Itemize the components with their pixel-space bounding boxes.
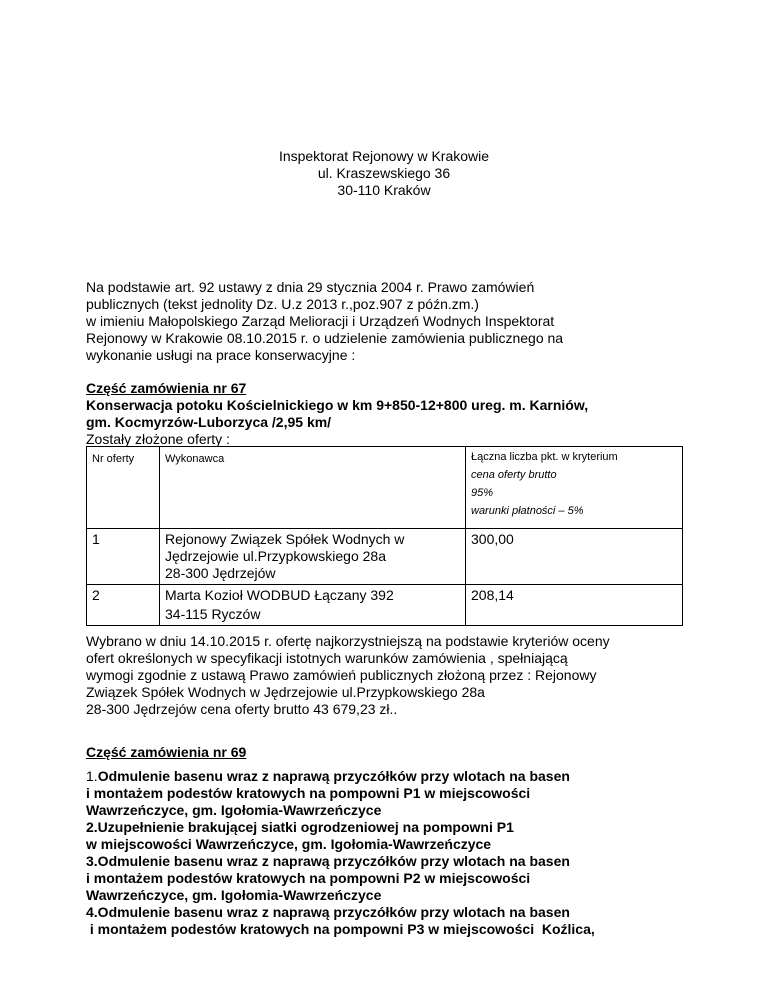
result-line: Związek Spółek Wodnych w Jędrzejowie ul.Przypkowskiego 28a [86, 684, 485, 700]
intro-line: Rejonowy w Krakowie 08.10.2015 r. o udzielenie zamówienia publicznego na [86, 330, 564, 346]
result-line: wymogi zgodnie z ustawą Prawo zamówień publicznych złożoną przez : Rejonowy [86, 667, 597, 683]
office-address-header [0, 148, 768, 199]
office-city: 30-110 Kraków [337, 182, 431, 198]
offer-nr: 1 [87, 529, 160, 585]
offers-label: Zostały złożone oferty : [86, 431, 230, 447]
result-line: 28-300 Jędrzejów cena oferty brutto 43 679,23 zł.. [86, 701, 398, 717]
intro-paragraph [86, 279, 686, 364]
header-contractor: Wykonawca [160, 447, 466, 529]
offer-nr: 2 [87, 585, 160, 626]
table-row [87, 529, 683, 585]
list-item: Wawrzeńczyce, gm. Igołomia-Wawrzeńczyce [86, 887, 382, 903]
list-item: 2.Uzupełnienie brakującej siatki ogrodzeniowej na pompowni P1 [86, 819, 514, 835]
list-item: Wawrzeńczyce, gm. Igołomia-Wawrzeńczyce [86, 802, 382, 818]
intro-line: Na podstawie art. 92 ustawy z dnia 29 stycznia 2004 r. Prawo zamówień [86, 279, 535, 295]
part-67-subject: Konserwacja potoku Kościelnickiego w km 9+850-12+800 ureg. m. Karniów, [86, 397, 589, 413]
office-name: Inspektorat Rejonowy w Krakowie [278, 148, 490, 164]
list-item: 3.Odmulenie basenu wraz z naprawą przyczółków przy wlotach na basen [86, 853, 570, 869]
intro-line: wykonanie usługi na prace konserwacyjne : [86, 347, 356, 363]
result-line: ofert określonych w specyfikacji istotnych warunków zamówienia , spełniającą [86, 650, 568, 666]
intro-line: w imieniu Małopolskiego Zarząd Melioracji i Urządzeń Wodnych Inspektorat [86, 313, 555, 329]
intro-line: publicznych (tekst jednolity Dz. U.z 2013 r.,poz.907 z późn.zm.) [86, 296, 479, 312]
part-67-section [86, 380, 706, 448]
offer-contractor: Marta Kozioł WODBUD Łączany 392 34-115 Ryczów [160, 585, 466, 626]
part-69-section [86, 744, 706, 938]
part-67-subject: gm. Kocmyrzów-Luborzyca /2,95 km/ [86, 414, 332, 430]
part-69-items [86, 768, 706, 938]
list-item: 1.Odmulenie basenu wraz z naprawą przyczółków przy wlotach na basen [86, 768, 570, 784]
list-item: i montażem podestów kratowych na pompowni P1 w miejscowości [86, 785, 531, 801]
header-points: Łączna liczba pkt. w kryterium cena oferty brutto 95% warunki płatności – 5% [466, 447, 683, 529]
offer-contractor: Rejonowy Związek Spółek Wodnych w Jędrzejowie ul.Przypkowskiego 28a 28-300 Jędrzejów [160, 529, 466, 585]
part-67-title: Część zamówienia nr 67 [86, 380, 247, 396]
offers-table [86, 446, 683, 626]
office-street: ul. Kraszewskiego 36 [317, 165, 451, 181]
table-header-row [87, 447, 683, 529]
result-line: Wybrano w dniu 14.10.2015 r. ofertę najkorzystniejszą na podstawie kryteriów oceny [86, 633, 610, 649]
offer-points: 300,00 [466, 529, 683, 585]
header-nr: Nr oferty [87, 447, 160, 529]
list-item: w miejscowości Wawrzeńczyce, gm. Igołomia-Wawrzeńczyce [86, 836, 492, 852]
list-item: i montażem podestów kratowych na pompowni P2 w miejscowości [86, 870, 531, 886]
part-69-title: Część zamówienia nr 69 [86, 744, 247, 760]
result-paragraph [86, 633, 686, 718]
table-row [87, 585, 683, 626]
list-item: i montażem podestów kratowych na pompowni P3 w miejscowości Koźlica, [86, 921, 595, 937]
offer-points: 208,14 [466, 585, 683, 626]
list-item: 4.Odmulenie basenu wraz z naprawą przyczółków przy wlotach na basen [86, 904, 570, 920]
